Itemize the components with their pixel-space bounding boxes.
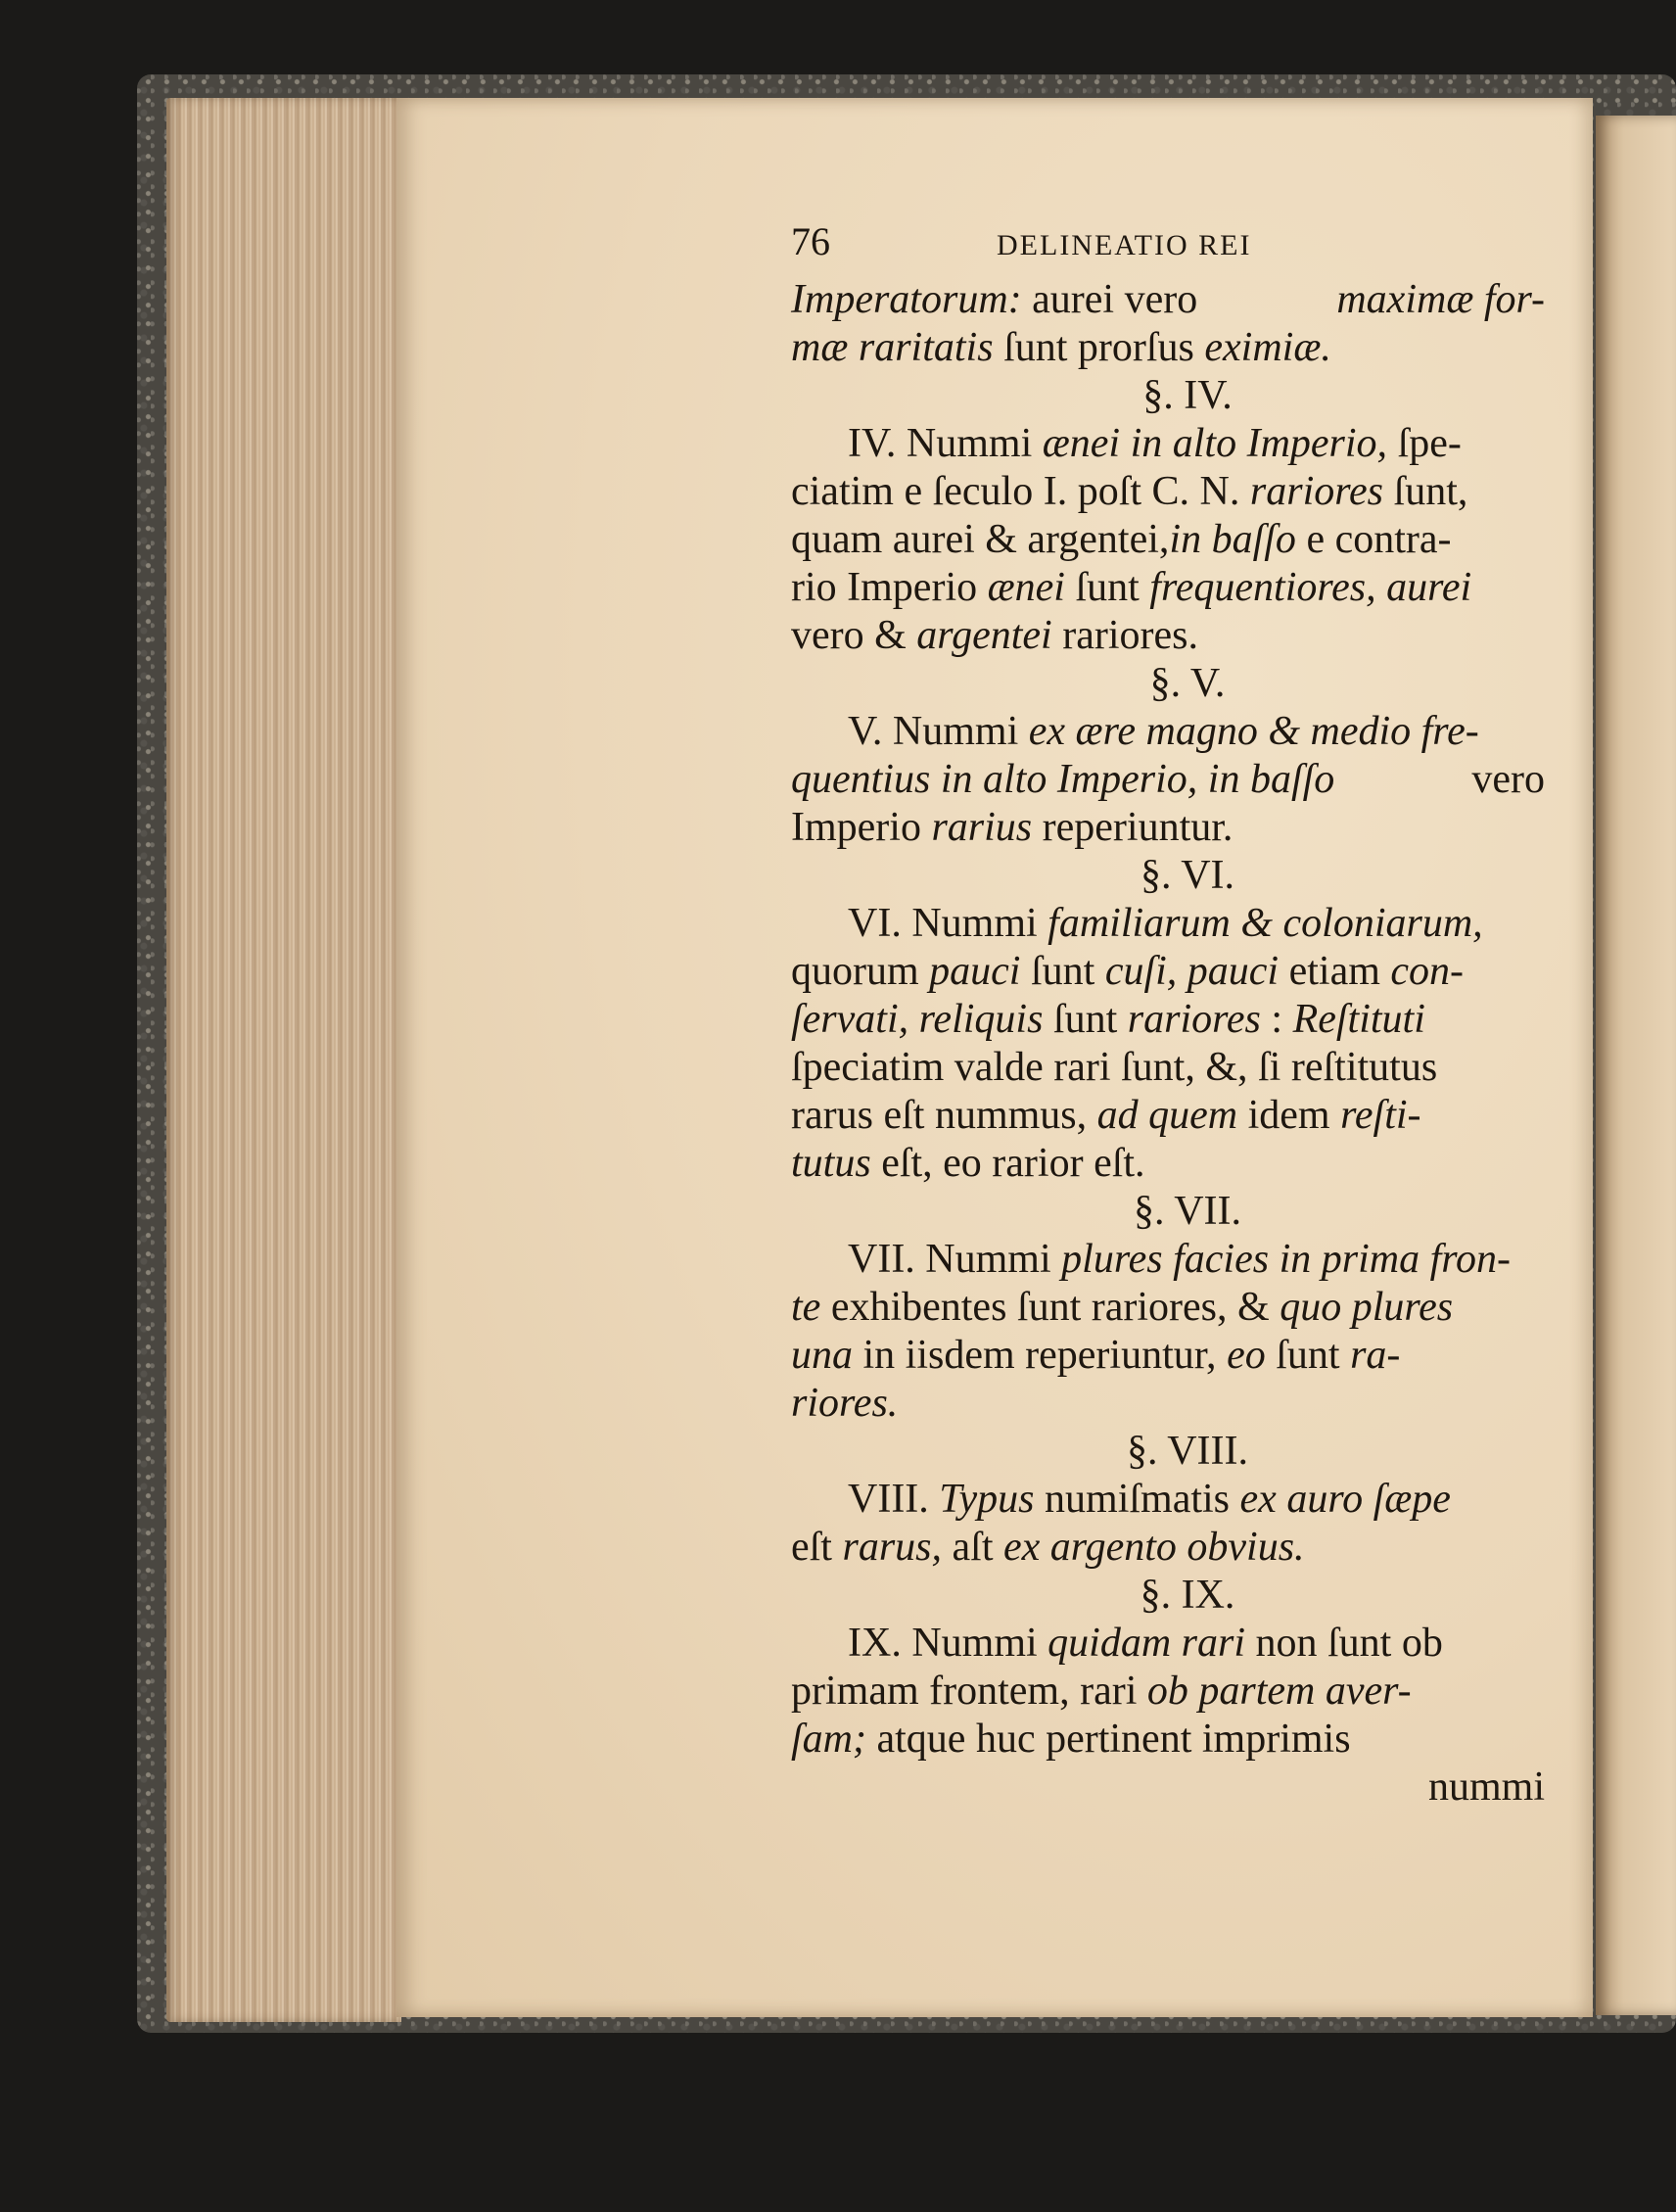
text-line: te exhibentes ſunt rariores, & quo plures <box>791 1285 1454 1330</box>
text-line: rarus eſt nummus, ad quem idem reſti- <box>791 1093 1421 1138</box>
text-line: una in iisdem reperiuntur, eo ſunt ra- <box>791 1333 1401 1378</box>
text-line: quentius in alto Imperio, in baſſo vero <box>791 757 1545 802</box>
text-line: rio Imperio ænei ſunt frequentiores, aurei <box>791 565 1472 610</box>
section-heading: §. VIII. <box>1126 1429 1249 1474</box>
text-line: ſpeciatim valde rari ſunt, &, ſi reſtitutus <box>791 1045 1438 1090</box>
page-number: 76 <box>791 219 830 263</box>
section-heading: §. VII. <box>1133 1189 1242 1234</box>
text-line: tutus eſt, eo rarior eſt. <box>791 1141 1145 1186</box>
running-head: DELINEATIO REI <box>997 229 1252 261</box>
facing-page-edge <box>1596 116 1676 2015</box>
text-line: riores. <box>791 1381 899 1426</box>
page-edges <box>166 98 401 2022</box>
section-heading: §. IX. <box>1140 1573 1235 1618</box>
section-heading: §. VI. <box>1140 853 1235 898</box>
text-line: eſt rarus, aſt ex argento obvius. <box>791 1525 1305 1570</box>
page-text <box>791 217 1545 1812</box>
text-line: mæ raritatis ſunt prorſus eximiæ. <box>791 325 1331 370</box>
text-line: quorum pauci ſunt cuſi, pauci etiam con- <box>791 949 1465 994</box>
text-line: VIII. Typus numiſmatis ex auro ſæpe <box>848 1477 1451 1522</box>
text-line: quam aurei & argentei,in baſſo e contra- <box>791 517 1452 562</box>
page-header <box>791 217 1545 276</box>
text-line: ſervati, reliquis ſunt rariores : Reſtituti <box>791 997 1425 1042</box>
text-line: vero & argentei rariores. <box>791 613 1198 658</box>
text-line: Imperatorum: aurei vero maximæ for- <box>791 277 1545 322</box>
text-line: V. Nummi ex ære magno & medio fre- <box>848 709 1479 754</box>
text-line: VII. Nummi plures facies in prima fron- <box>848 1237 1512 1282</box>
catchword: nummi <box>1427 1765 1545 1810</box>
section-heading: §. V. <box>1149 661 1226 706</box>
text-line: Imperio rarius reperiuntur. <box>791 805 1234 850</box>
text-line: IV. Nummi ænei in alto Imperio, ſpe- <box>848 421 1462 466</box>
text-line: ſam; atque huc pertinent imprimis <box>791 1717 1351 1762</box>
text-line: VI. Nummi familiarum & coloniarum, <box>848 901 1483 946</box>
text-line: IX. Nummi quidam rari non ſunt ob <box>848 1621 1443 1666</box>
text-line: primam frontem, rari ob partem aver- <box>791 1669 1412 1714</box>
text-line: ciatim e ſeculo I. poſt C. N. rariores ſunt, <box>791 469 1468 514</box>
section-heading: §. IV. <box>1142 373 1233 418</box>
